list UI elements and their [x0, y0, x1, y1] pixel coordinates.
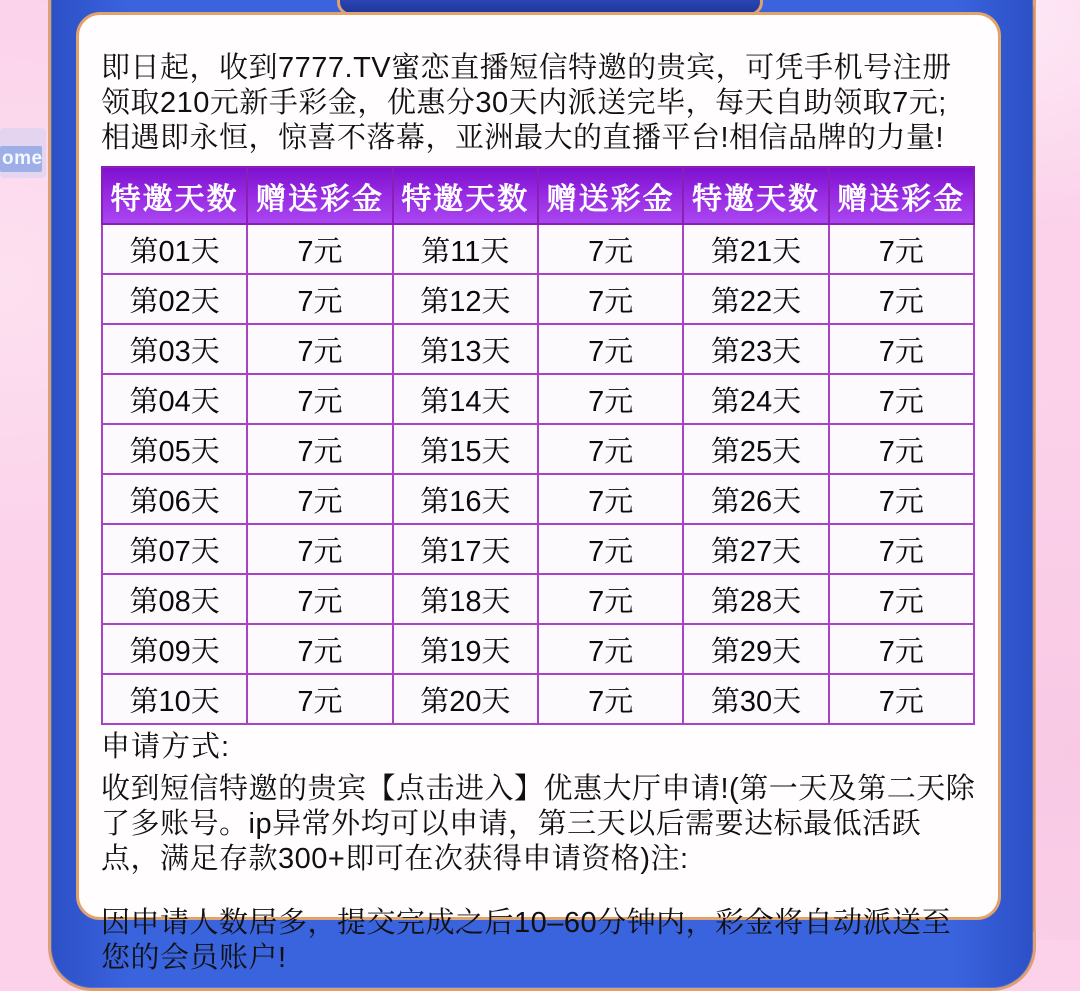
- table-cell-amount: 7元: [538, 424, 683, 474]
- table-row: [102, 274, 974, 324]
- table-cell-amount: 7元: [538, 624, 683, 674]
- watermark-label: ome: [0, 146, 42, 172]
- table-cell-amount: 7元: [538, 224, 683, 274]
- table-cell-day: 第22天: [683, 274, 828, 324]
- table-cell-amount: 7元: [829, 374, 974, 424]
- table-cell-day: 第27天: [683, 524, 828, 574]
- table-cell-amount: 7元: [247, 524, 392, 574]
- table-cell-amount: 7元: [829, 424, 974, 474]
- table-row: [102, 374, 974, 424]
- table-cell-amount: 7元: [247, 674, 392, 724]
- table-row: [102, 224, 974, 274]
- table-cell-amount: 7元: [538, 674, 683, 724]
- table-header-cell: 特邀天数: [393, 167, 538, 224]
- table-header-cell: 特邀天数: [102, 167, 247, 224]
- table-header-cell: 赠送彩金: [538, 167, 683, 224]
- table-cell-amount: 7元: [829, 224, 974, 274]
- delivery-note: 因申请人数居多，提交完成之后10–60分钟内，彩金将自动派送至您的会员账户!: [101, 907, 952, 974]
- table-cell-day: 第02天: [102, 274, 247, 324]
- table-header-cell: 赠送彩金: [247, 167, 392, 224]
- table-cell-day: 第05天: [102, 424, 247, 474]
- table-cell-day: 第23天: [683, 324, 828, 374]
- table-cell-day: 第26天: [683, 474, 828, 524]
- table-cell-day: 第14天: [393, 374, 538, 424]
- table-header-cell: 赠送彩金: [829, 167, 974, 224]
- table-cell-amount: 7元: [247, 224, 392, 274]
- table-cell-day: 第17天: [393, 524, 538, 574]
- table-cell-day: 第21天: [683, 224, 828, 274]
- table-cell-amount: 7元: [829, 474, 974, 524]
- table-cell-amount: 7元: [247, 624, 392, 674]
- table-cell-amount: 7元: [829, 274, 974, 324]
- table-cell-amount: 7元: [538, 474, 683, 524]
- table-cell-day: 第19天: [393, 624, 538, 674]
- table-cell-day: 第09天: [102, 624, 247, 674]
- table-cell-amount: 7元: [247, 274, 392, 324]
- apply-method-title: 申请方式:: [101, 731, 231, 763]
- table-row: [102, 424, 974, 474]
- table-cell-day: 第06天: [102, 474, 247, 524]
- table-cell-day: 第24天: [683, 374, 828, 424]
- table-cell-amount: 7元: [247, 474, 392, 524]
- table-cell-day: 第18天: [393, 574, 538, 624]
- table-cell-day: 第16天: [393, 474, 538, 524]
- table-header-cell: 特邀天数: [683, 167, 828, 224]
- side-accent-line: [1033, 6, 1036, 932]
- table-cell-day: 第03天: [102, 324, 247, 374]
- table-cell-day: 第30天: [683, 674, 828, 724]
- table-row: [102, 674, 974, 724]
- apply-instructions: 收到短信特邀的贵宾【点击进入】优惠大厅申请!(第一天及第二天除了多账号。ip异常外均可以申请，第三天以后需要达标最低活跃点，满足存款300+即可在次获得申请资格)注:: [101, 773, 976, 875]
- table-cell-day: 第01天: [102, 224, 247, 274]
- table-cell-amount: 7元: [247, 574, 392, 624]
- table-cell-day: 第28天: [683, 574, 828, 624]
- table-cell-amount: 7元: [829, 624, 974, 674]
- table-cell-day: 第12天: [393, 274, 538, 324]
- table-cell-amount: 7元: [247, 424, 392, 474]
- table-row: [102, 324, 974, 374]
- table-cell-amount: 7元: [538, 274, 683, 324]
- table-cell-amount: 7元: [538, 374, 683, 424]
- table-cell-day: 第04天: [102, 374, 247, 424]
- table-cell-day: 第13天: [393, 324, 538, 374]
- intro-paragraph: 即日起，收到7777.TV蜜恋直播短信特邀的贵宾，可凭手机号注册领取210元新手彩金，优惠分30天内派送完毕，每天自助领取7元;相遇即永恒，惊喜不落幕，亚洲最大的直播平台!相信品牌的力量!: [101, 52, 952, 154]
- table-cell-amount: 7元: [829, 674, 974, 724]
- table-cell-day: 第11天: [393, 224, 538, 274]
- table-cell-day: 第07天: [102, 524, 247, 574]
- table-row: [102, 574, 974, 624]
- table-cell-amount: 7元: [829, 524, 974, 574]
- content-panel: [76, 12, 1001, 974]
- table-cell-day: 第10天: [102, 674, 247, 724]
- table-row: [102, 624, 974, 674]
- table-cell-amount: 7元: [829, 574, 974, 624]
- table-cell-day: 第25天: [683, 424, 828, 474]
- table-cell-day: 第15天: [393, 424, 538, 474]
- table-cell-amount: 7元: [538, 324, 683, 374]
- rewards-table: [101, 166, 975, 725]
- table-row: [102, 524, 974, 574]
- table-cell-amount: 7元: [247, 374, 392, 424]
- table-cell-amount: 7元: [829, 324, 974, 374]
- table-cell-amount: 7元: [538, 524, 683, 574]
- table-cell-amount: 7元: [247, 324, 392, 374]
- table-cell-amount: 7元: [538, 574, 683, 624]
- table-cell-day: 第08天: [102, 574, 247, 624]
- table-row: [102, 474, 974, 524]
- table-cell-day: 第20天: [393, 674, 538, 724]
- table-cell-day: 第29天: [683, 624, 828, 674]
- table-header-row: [102, 167, 974, 224]
